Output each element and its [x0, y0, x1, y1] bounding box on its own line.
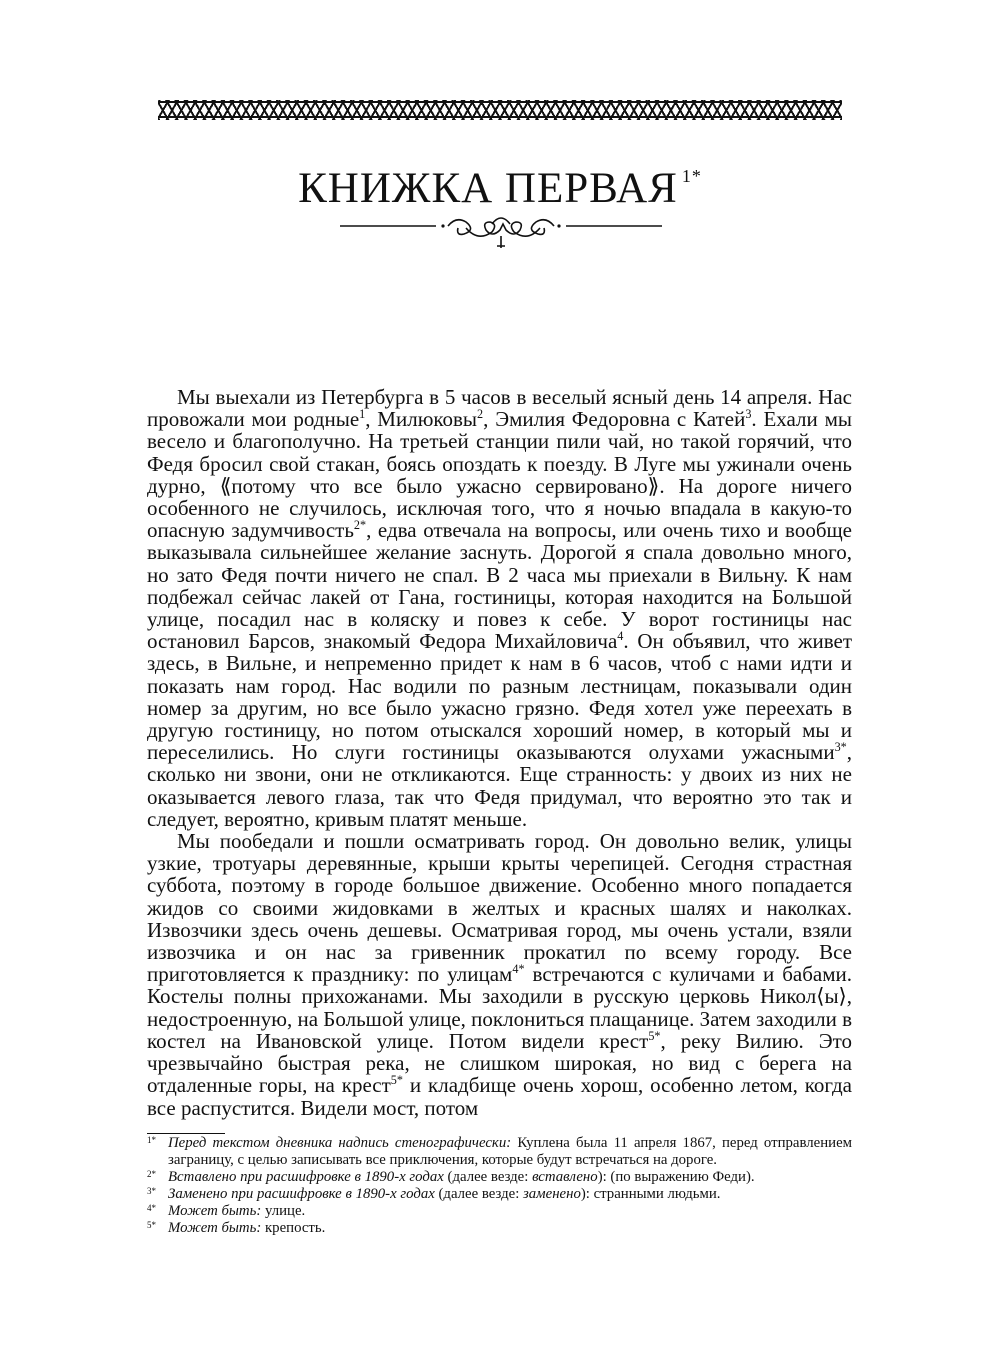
note-ref: 3 [745, 407, 752, 422]
italic-text: Перед текстом дневника надпись стенографически: [168, 1135, 512, 1151]
title-note-mark: 1* [681, 166, 702, 186]
text-run: встречаются с куличами и бабами. Костелы полны прихожанами. Мы заходили в русскую церковь Никол⟨ы⟩, недостроенную, на Большой улице, поклониться плащанице. Затем заходили в костел на Ивановской улице. Потом видели крест [147, 962, 852, 1053]
paragraph [147, 386, 852, 830]
footnote-mark: 3* [147, 1186, 156, 1196]
text-run: Мы выехали из Петербурга в 5 часов в веселый ясный день 14 апреля. Нас провожали мои родные [147, 385, 852, 432]
text-run: , реку Вилию. Это чрезвычайно быстрая река, не слишком широкая, но вид с берега на отдаленные горы, на крест [147, 1028, 852, 1098]
page-title [0, 150, 1000, 215]
title-text: КНИЖКА ПЕРВАЯ [298, 165, 678, 212]
footnote-text [168, 1220, 325, 1236]
italic-text: Может быть: [168, 1203, 262, 1219]
diary-text [147, 386, 852, 1119]
note-ref: 2 [477, 407, 484, 422]
text-run: (далее везде: [434, 1186, 524, 1202]
paragraph [147, 830, 852, 1119]
text-run: , Эмилия Федоровна с Катей [483, 407, 746, 432]
italic-text: Может быть: [168, 1220, 262, 1236]
decorative-border-band-icon [158, 100, 842, 120]
footnote-separator [147, 1133, 225, 1134]
text-run: , Милюковы [365, 407, 478, 432]
text-run: , сколько ни звони, они не откликаются. Еще странность: у двоих из них не оказывается левого глаза, так что Федя придумал, что вероятно это так и следует, вероятно, кривым платят меньше. [147, 740, 852, 831]
note-ref: 4* [512, 962, 525, 977]
text-run: . Он объявил, что живет здесь, в Вильне, и непременно придет к нам в 6 часов, чтоб с нами идти и показать нам город. Нас водили по разным лестницам, показывали один номер за другим, но все было ужасно грязно. Федя хотел уже переехать в другую гостиницу, но потом отыскался хороший номер, в который мы и переселились. Но слуги гостиницы оказываются олухами ужасными [147, 629, 852, 765]
text-run: . Ехали мы весело и благополучно. На третьей станции пили чай, но такой горячий, что Федя бросил свой стакан, боясь опоздать к поезду. В Луге мы ужинали очень дурно, ⟪потому что все было ужасно сервировано⟫. На дороге ничего особенного не случилось, исключая того, что я ночью впадала в какую-то опасную задумчивость [147, 407, 852, 543]
footnote [147, 1203, 852, 1220]
note-ref: 1 [359, 407, 366, 422]
flourish-divider-icon [340, 212, 662, 258]
footnote-mark: 1* [147, 1135, 156, 1145]
footnote-text [168, 1186, 720, 1202]
footnote-mark: 2* [147, 1169, 156, 1179]
footnote-text [168, 1203, 305, 1219]
note-ref: 4 [617, 629, 624, 644]
footnote [147, 1169, 852, 1186]
text-run: , едва отвечала на вопросы, или очень тихо и вообще выказывала сильнейшее желание заснуть. Дорогой я спала довольно много, но зато Федя почти ничего не спал. В 2 часа мы приехали в Вильну. К нам подбежал сейчас лакей от Гана, гостиницы, которая находится на Большой улице, посадил нас в коляску и повез к себе. У ворот гостиницы нас остановил Барсов, знакомый Федора Михайловича [147, 518, 853, 654]
text-run: (далее везде: [443, 1169, 533, 1185]
italic-text: Вставлено при расшифровке в 1890-х годах [168, 1169, 444, 1185]
footnote-mark: 5* [147, 1220, 156, 1230]
text-run: крепость. [261, 1220, 326, 1236]
text-run: и кладбище очень хорош, особенно летом, когда все распустится. Видели мост, потом [147, 1073, 853, 1120]
footnote-mark: 4* [147, 1203, 156, 1213]
italic-text: Заменено при расшифровке в 1890-х годах [168, 1186, 435, 1202]
italic-text: вставлено [532, 1169, 598, 1185]
text-run: ): (по выражению Феди). [597, 1169, 755, 1185]
footnotes [147, 1135, 852, 1237]
italic-text: заменено [523, 1186, 581, 1202]
footnote [147, 1135, 852, 1169]
note-ref: 2* [353, 518, 367, 533]
note-ref: 5* [648, 1028, 661, 1043]
note-ref: 5* [390, 1073, 403, 1088]
text-run: Мы пообедали и пошли осматривать город. Он довольно велик, улицы узкие, тротуары деревянные, крыши крыты черепицей. Сегодня страстная суббота, поэтому в городе большое движение. Особенно много попадается жидов со своими жидовками в желтых и красных шалях и наколках. Извозчики здесь очень дешевы. Осматривая город, мы очень устали, взяли извозчика и он нас за гривенник прокатил по всему городу. Все приготовляется к празднику: по улицам [147, 829, 852, 987]
footnote-text [168, 1169, 755, 1185]
note-ref: 3* [834, 740, 847, 755]
footnote-text [168, 1135, 852, 1168]
footnote [147, 1220, 852, 1237]
text-run: ): странными людьми. [580, 1186, 721, 1202]
text-run: Куплена была 11 апреля 1867, перед отправлением заграницу, с целью записывать все приключения, которые будут встречаться на дороге. [168, 1135, 852, 1168]
footnote [147, 1186, 852, 1203]
text-run: улице. [261, 1203, 306, 1219]
